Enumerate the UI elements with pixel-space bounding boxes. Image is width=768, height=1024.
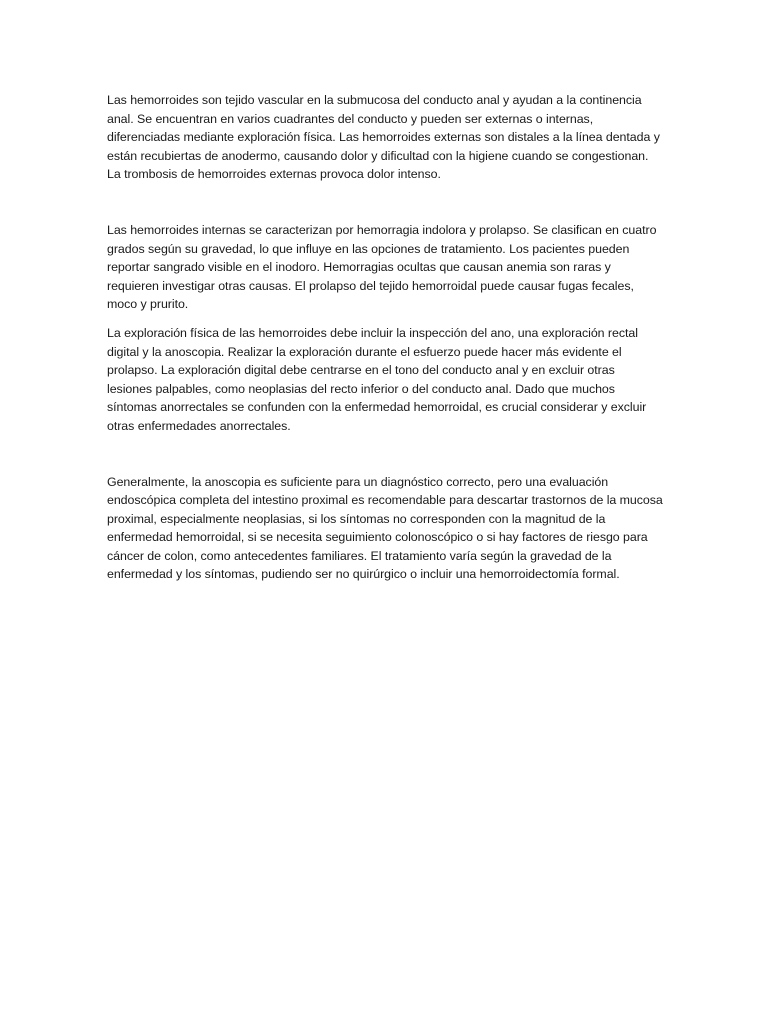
paragraph-3: La exploración física de las hemorroides debe incluir la inspección del ano, una exploración rectal digital y la anoscopia. Realizar la exploración durante el esfuerzo puede hacer más evidente el prolapso. La exploración digital debe centrarse en el tono del conducto anal y en excluir otras lesiones palpables, como neoplasias del recto inferior o del conducto anal. Dado que muchos síntomas anorrectales se confunden con la enfermedad hemorroidal, es crucial considerar y excluir otras enfermedades anorrectales. — [107, 325, 647, 433]
document-body — [107, 91, 663, 584]
paragraph-4: Generalmente, la anoscopia es suficiente para un diagnóstico correcto, pero una evaluación endoscópica completa del intestino proximal es recomendable para descartar trastornos de la mucosa proximal, especialmente neoplasias, si los síntomas no corresponden con la magnitud de la enfermedad hemorroidal, si se necesita seguimiento colonoscópico o si hay factores de riesgo para cáncer de colon, como antecedentes familiares. El tratamiento varía según la gravedad de la enfermedad y los síntomas, pudiendo ser no quirúrgico o incluir una hemorroidectomía formal. — [107, 474, 663, 582]
paragraph-1: Las hemorroides son tejido vascular en la submucosa del conducto anal y ayudan a la continencia anal. Se encuentran en varios cuadrantes del conducto y pueden ser externas o internas, diferenciadas mediante exploración física. Las hemorroides externas son distales a la línea dentada y están recubiertas de anodermo, causando dolor y dificultad con la higiene cuando se congestionan. La trombosis de hemorroides externas provoca dolor intenso. — [107, 93, 660, 182]
paragraph-2: Las hemorroides internas se caracterizan por hemorragia indolora y prolapso. Se clasifican en cuatro grados según su gravedad, lo que influye en las opciones de tratamiento. Los pacientes pueden reportar sangrado visible en el inodoro. Hemorragias ocultas que causan anemia son raras y requieren investigar otras causas. El prolapso del tejido hemorroidal puede causar fugas fecales, moco y prurito. — [107, 222, 657, 312]
